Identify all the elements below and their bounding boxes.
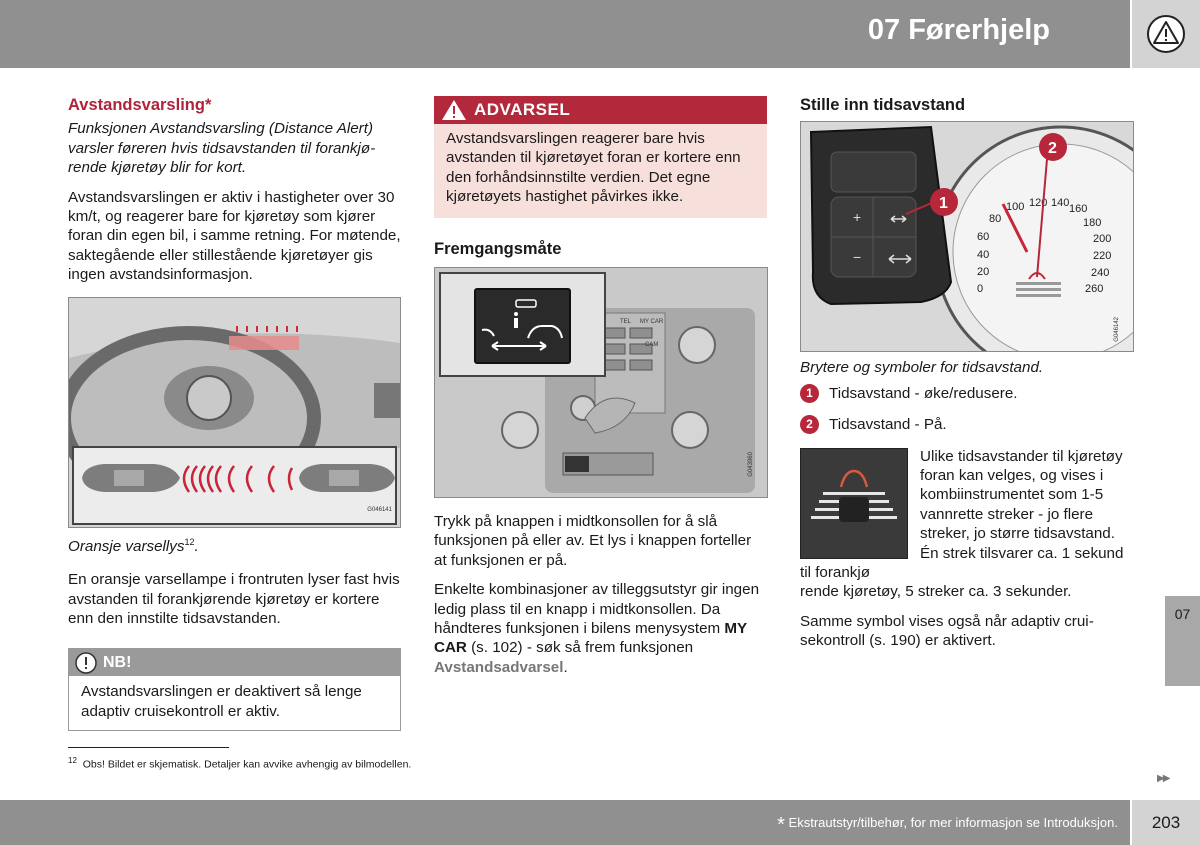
- paragraph-menu-instructions: Enkelte kombinasjoner av tilleggsutstyr gir ingen ledig plass til en knapp i midtkonsollen. Da håndteres funksjonen i bilens menysystem MY CAR (s. 102) - søk så frem funksjonen Avstandsadvarsel.: [434, 581, 760, 676]
- list-item-2: [800, 415, 1133, 434]
- speedo-label: 80: [989, 213, 1002, 226]
- my-car-term: MY CAR: [434, 620, 747, 657]
- speedo-label: 260: [1085, 283, 1104, 296]
- column-2: [434, 96, 767, 687]
- console-label-cam: CAM: [645, 342, 659, 349]
- time-gap-block: [800, 447, 1133, 602]
- footer-bar: [0, 800, 1130, 845]
- figure-code: G043960: [747, 452, 754, 478]
- nb-box: [68, 648, 401, 731]
- warning-box: [434, 96, 767, 218]
- speedo-label: 160: [1069, 203, 1088, 216]
- speedo-label: 60: [977, 231, 990, 244]
- paragraph: En oransje varsellampe i frontruten lyser fast hvis avstanden til forankjørende kjøretøy er kortere enn den innstilte tidsavstanden.: [68, 571, 400, 627]
- footnote: [68, 756, 411, 771]
- warning-text: Avstandsvarslingen reagerer bare hvis avstanden til kjøretøyet foran er kortere enn den forhåndsinnstilte verdien. Det egne kjøretøyets hastighet påvirkes ikke.: [446, 130, 741, 206]
- speedo-label: 100: [1006, 201, 1025, 214]
- nb-text: Avstandsvarslingen er deaktivert så lenge adaptiv cruisekontroll er aktiv.: [81, 683, 362, 720]
- section-heading-stille-inn: Stille inn tidsavstand: [800, 96, 966, 114]
- column-1: [68, 96, 401, 731]
- speedo-label: 220: [1093, 250, 1112, 263]
- svg-text:−: −: [853, 249, 862, 266]
- page-number: 203: [1132, 800, 1200, 845]
- avstandsadvarsel-link[interactable]: Avstandsadvarsel: [434, 658, 564, 676]
- svg-text:+: +: [853, 209, 862, 226]
- speedo-label: 120: [1029, 197, 1048, 210]
- footnote-text: Obs! Bildet er skjematisk. Detaljer kan avvike avhengig av bilmodellen.: [82, 758, 412, 771]
- list-item-text: Tidsavstand - øke/redusere.: [829, 384, 1018, 402]
- speedo-label: 240: [1091, 267, 1110, 280]
- info-icon: [69, 652, 103, 674]
- footnote-number: 12: [68, 756, 77, 765]
- paragraph: Samme symbol vises også når adaptiv cruisekontroll (s. 190) er aktivert.: [800, 612, 1094, 650]
- steering-speedometer-illustration: [801, 122, 1133, 351]
- list-item-1: [800, 384, 1133, 403]
- distance-alert-button-inset: [439, 272, 606, 377]
- chapter-side-tab: 07: [1165, 596, 1200, 686]
- time-gap-wrapped-text: Ulike tidsavstander til kjøretøy foran kan velges, og vises i kombiinstrumentet som 1-5 vannrette streker - jo flere streker, jo større tidsavstand. Én strek tilsvarer ca. 1 sekund til forankjø: [800, 447, 1124, 582]
- svg-text:1: 1: [939, 195, 948, 213]
- next-page-arrows-icon: ▶▶: [1157, 773, 1169, 784]
- warning-title: ADVARSEL: [474, 100, 571, 120]
- warning-triangle-icon: [1146, 14, 1186, 54]
- paragraph: Avstandsvarslingen er aktiv i hastigheter over 30 km/t, og reagerer bare for kjøretøy som kjører foran din egen bil, i samme retning. For møtende, saktegående eller stillestående kjøretøyer gis ingen avstandsinformasjon.: [68, 188, 401, 284]
- footer-star: *: [777, 814, 785, 836]
- figure-code: G046141: [367, 507, 392, 514]
- warning-header: [434, 96, 767, 124]
- console-label-mycar: MY CAR: [640, 319, 664, 326]
- speedo-label: 180: [1083, 217, 1102, 230]
- console-label-tel: TEL: [620, 319, 632, 326]
- time-gap-symbol-figure: [800, 448, 908, 559]
- figure-caption: Brytere og symboler for tidsavstand.: [800, 359, 1044, 377]
- steering-switch-figure: [800, 121, 1134, 352]
- footer-note-text: Ekstrautstyr/tilbehør, for mer informasjon se Introduksjon.: [788, 815, 1118, 830]
- footnote-divider: [68, 747, 229, 748]
- nb-title: NB!: [103, 654, 132, 672]
- chapter-header-bar: [0, 0, 1130, 68]
- section-heading-avstandsvarsling: Avstandsvarsling*: [68, 96, 212, 114]
- distance-alert-button[interactable]: [474, 288, 571, 364]
- time-gap-tail-text: rende kjøretøy, 5 streker ca. 3 sekunder.: [800, 583, 1072, 601]
- speedo-label: 20: [977, 266, 990, 279]
- distance-alert-symbol-icon: [476, 290, 569, 362]
- cars-distance-illustration: [74, 448, 395, 523]
- console-figure: [434, 267, 768, 498]
- warning-icon: [434, 98, 474, 122]
- footer-note: [777, 814, 1118, 837]
- nb-header: [69, 649, 400, 676]
- dashboard-figure: [68, 297, 401, 528]
- following-distance-inset: [72, 446, 397, 525]
- column-3: [800, 96, 1133, 661]
- callout-badge-1: 1: [800, 384, 819, 403]
- section-heading-fremgangsmate: Fremgangsmåte: [434, 239, 562, 258]
- list-item-text: Tidsavstand - På.: [829, 416, 947, 434]
- speedo-label: 40: [977, 249, 990, 262]
- chapter-icon-box: [1132, 0, 1200, 68]
- figure-caption: Oransje varsellys$^{12}$.: [68, 536, 199, 555]
- time-gap-bars-icon: [801, 449, 907, 558]
- svg-text:2: 2: [1048, 140, 1057, 158]
- speedo-label: 0: [977, 283, 984, 296]
- callout-badge-2: 2: [800, 415, 819, 434]
- paragraph: Trykk på knappen i midtkonsollen for å slå funksjonen på eller av. Et lys i knappen forteller at funksjonen er på.: [434, 513, 752, 569]
- intro-paragraph: Funksjonen Avstandsvarsling (Distance Alert) varsler føreren hvis tidsavstanden til forankjørende kjøretøy blir for kort.: [68, 120, 376, 177]
- figure-code: G046142: [1113, 316, 1120, 342]
- speedo-label: 200: [1093, 233, 1112, 246]
- speedo-label: 140: [1051, 197, 1070, 210]
- chapter-title: 07 Førerhjelp: [867, 14, 1050, 46]
